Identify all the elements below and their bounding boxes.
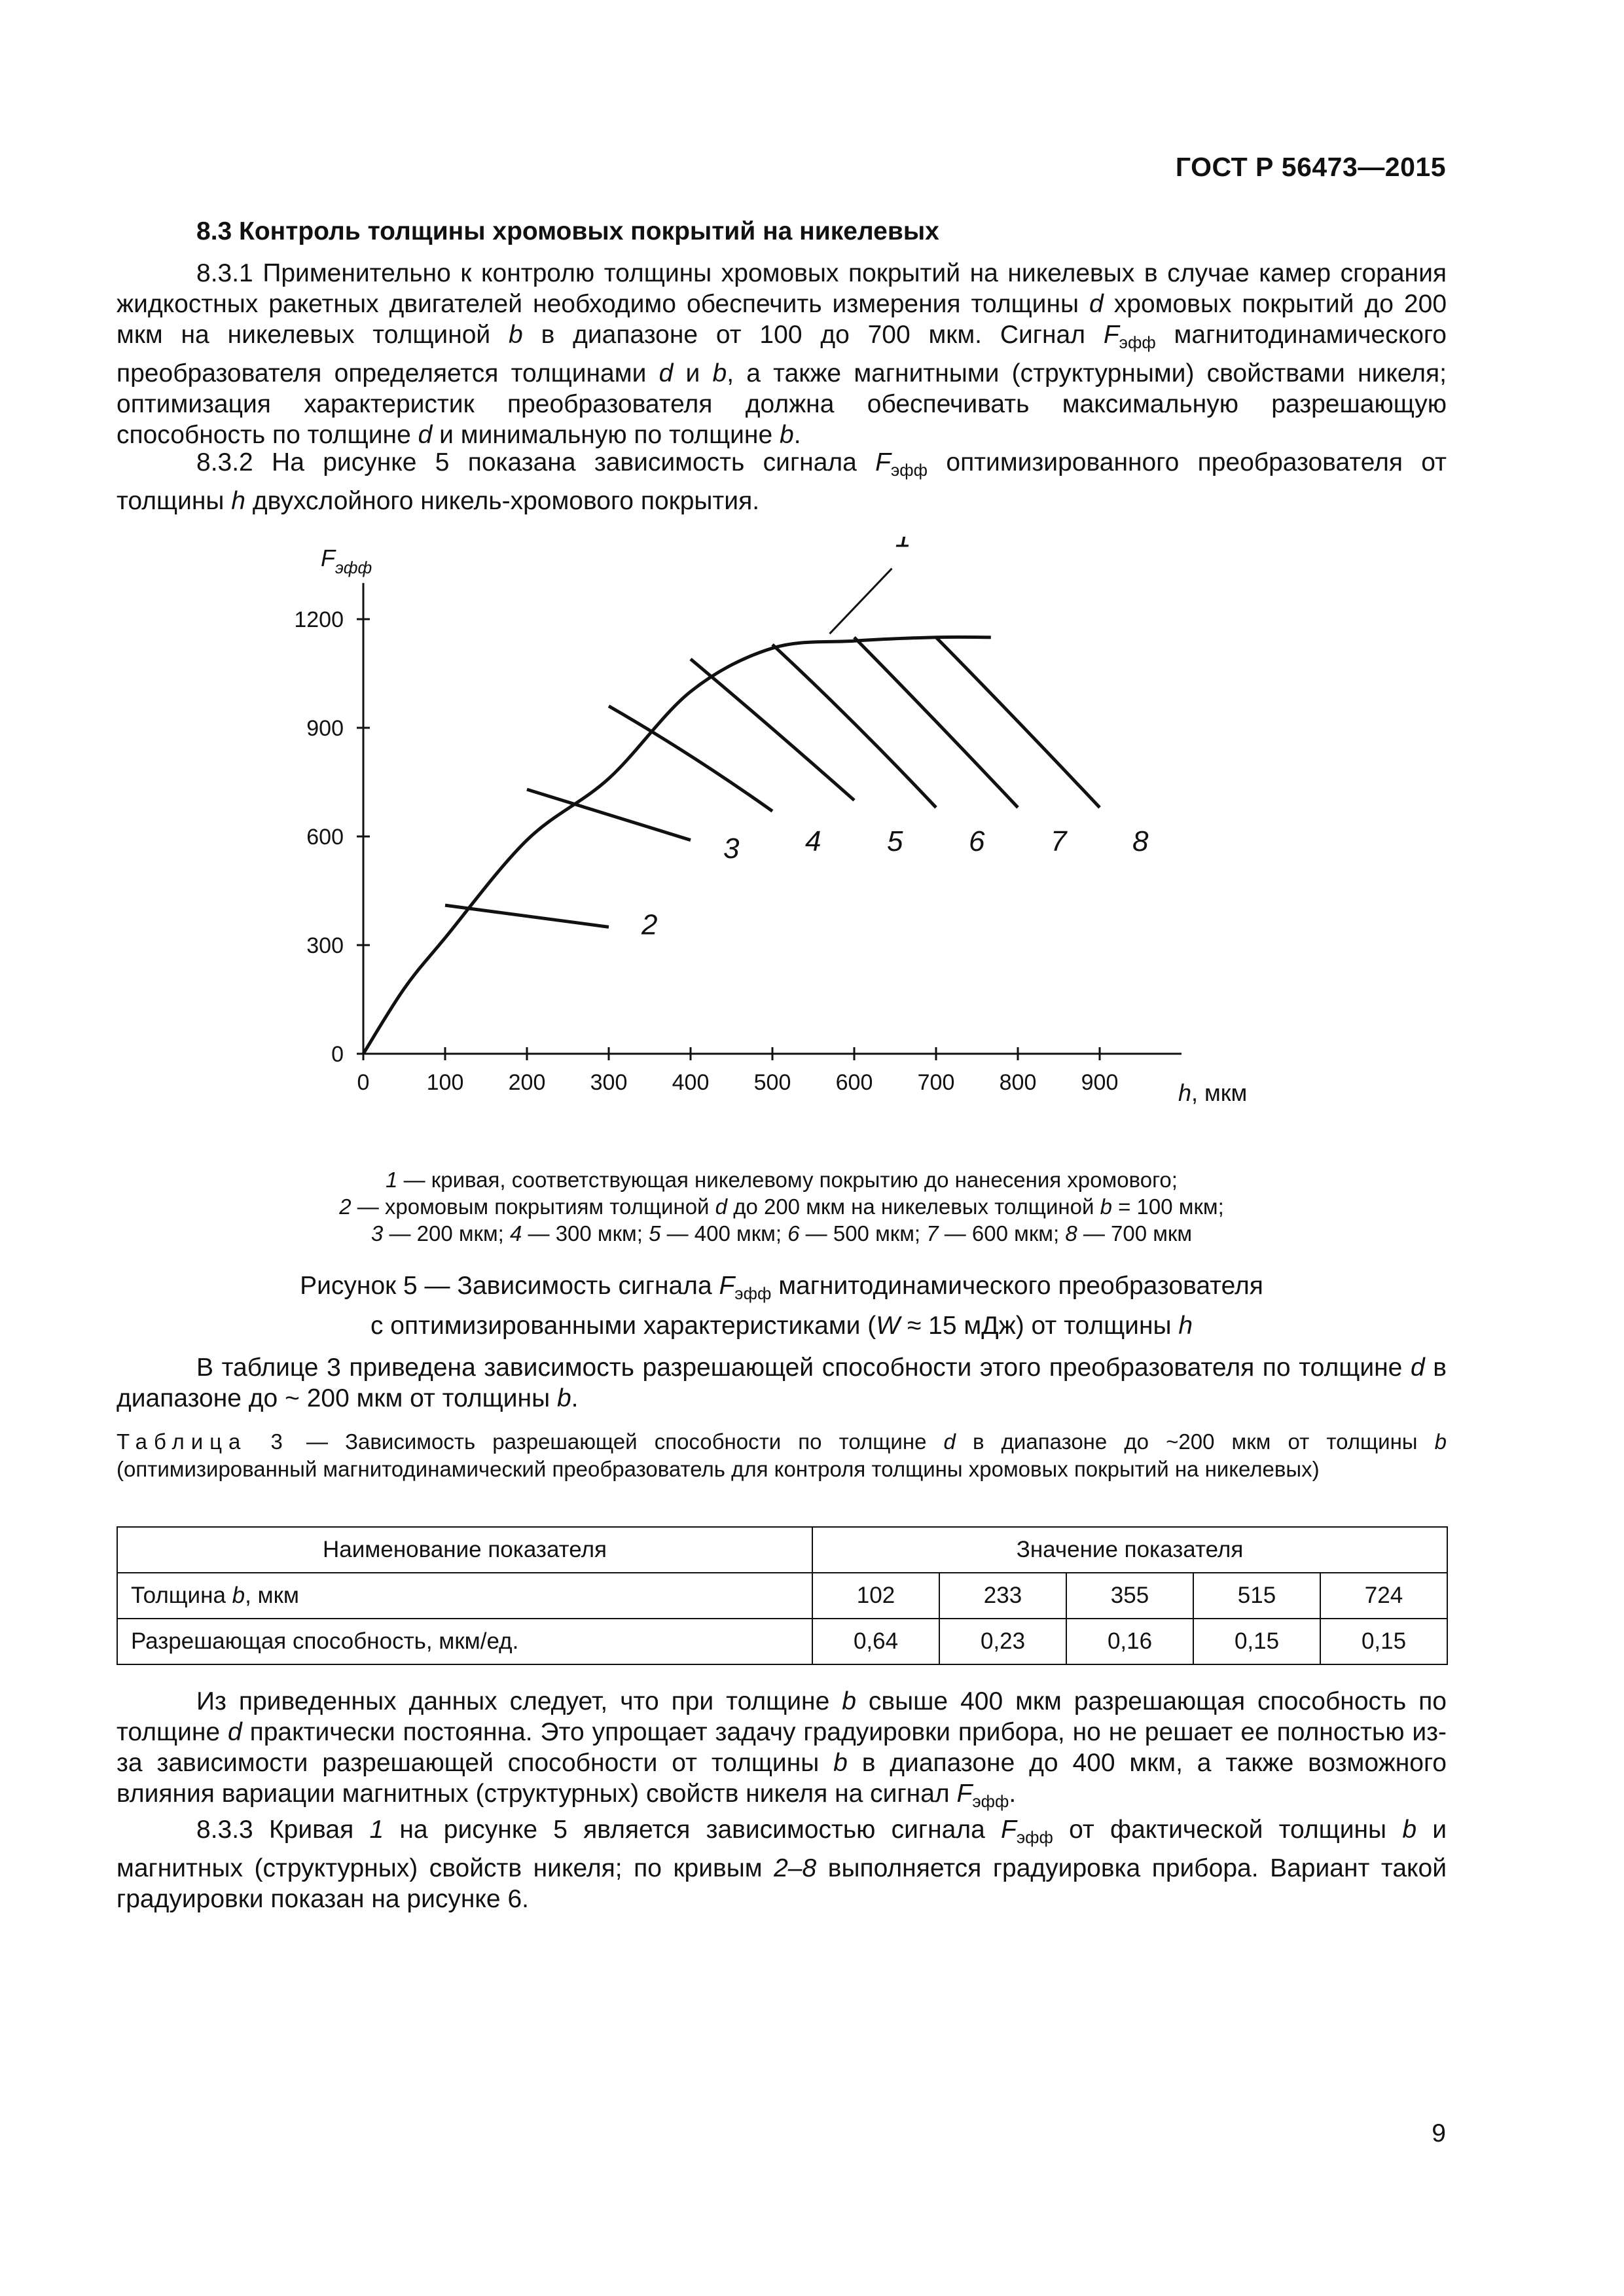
table-cell: 0,15 <box>1320 1619 1447 1664</box>
x-tick-label: 0 <box>357 1070 370 1095</box>
y-tick-label: 1200 <box>294 607 344 633</box>
curve-3 <box>527 789 691 840</box>
row-label-thickness: Толщина b, мкм <box>117 1573 812 1619</box>
header-name: Наименование показателя <box>117 1527 812 1573</box>
x-tick-label: 300 <box>590 1070 628 1095</box>
y-tick-label: 300 <box>306 933 344 959</box>
row-label-resolution: Разрешающая способность, мкм/ед. <box>117 1619 812 1664</box>
table-title: Таблица 3 — Зависимость разрешающей способности по толщине d в диапазоне до ~200 мкм от толщины b (оптимизированный магнитодинамический преобразователь для контроля толщины хромовых покрытий на никелевых) <box>117 1429 1447 1481</box>
table-cell: 102 <box>812 1573 939 1619</box>
section-title: 8.3 Контроль толщины хромовых покрытий на никелевых <box>196 217 939 245</box>
x-axis-label: h, мкм <box>1178 1079 1248 1106</box>
table-cell: 515 <box>1193 1573 1320 1619</box>
standard-number: ГОСТ Р 56473—2015 <box>1175 152 1446 182</box>
x-tick-label: 400 <box>672 1070 710 1095</box>
header-value: Значение показателя <box>812 1527 1447 1573</box>
curve-label-8: 8 <box>1132 825 1149 858</box>
x-tick-label: 700 <box>917 1070 955 1095</box>
paragraph-8-3-2: 8.3.2 На рисунке 5 показана зависимость сигнала $F_{эфф}$ оптимизированного преобразователя от толщины h двухслойного никель-хромового покрытия. <box>117 448 1447 515</box>
figure-legend <box>117 1166 1447 1247</box>
curve-2 <box>445 905 609 927</box>
paragraph-8-3-3: 8.3.3 Кривая 1 на рисунке 5 является зависимостью сигнала $F_{эфф}$ от фактической толщины b и магнитных (структурных) свойств никеля; по кривым 2–8 выполняется градуировка прибора. Вариант такой градуировки показан на рисунке 6. <box>117 1816 1447 1913</box>
table-cell: 724 <box>1320 1573 1447 1619</box>
x-tick-label: 800 <box>999 1070 1037 1095</box>
paragraph-conclusion: Из приведенных данных следует, что при толщине b свыше 400 мкм разрешающая способность по толщине d практически постоянна. Это упрощает задачу градуировки прибора, но не решает ее полностью из-за зависимости разрешающей способности от толщины b в диапазоне до 400 мкм, а также возможного влияния вариации магнитных (структурных) свойств никеля на сигнал $F_{эфф}$. <box>117 1687 1447 1811</box>
figure-5-chart <box>249 537 1309 1139</box>
legend-line-3: 3 — 200 мкм; 4 — 300 мкм; 5 — 400 мкм; 6 — 500 мкм; 7 — 600 мкм; 8 — 700 мкм <box>370 1221 1193 1246</box>
x-tick-label: 200 <box>508 1070 546 1095</box>
curve-4 <box>609 706 772 811</box>
table-cell: 0,16 <box>1066 1619 1193 1664</box>
table-cell: 233 <box>939 1573 1066 1619</box>
table-header-row <box>117 1527 1447 1573</box>
x-tick-label: 900 <box>1081 1070 1119 1095</box>
curve-label-5: 5 <box>887 825 903 858</box>
table-cell: 0,23 <box>939 1619 1066 1664</box>
figure-caption: Рисунок 5 — Зависимость сигнала $F_{эфф}$ магнитодинамического преобразователя с оптимизированными характеристиками (W ≈ 15 мДж) от толщины h <box>300 1272 1263 1340</box>
curve-1-leader <box>830 569 892 634</box>
page-number: 9 <box>1432 2119 1446 2147</box>
y-tick-label: 900 <box>306 716 344 742</box>
curve-8 <box>936 637 1100 808</box>
y-axis-label-subscript: эфф <box>335 558 372 577</box>
curve-5 <box>691 659 854 800</box>
curve-6 <box>772 645 936 808</box>
paragraph-table-intro: В таблице 3 приведена зависимость разрешающей способности этого преобразователя по толщине d в диапазоне до ~ 200 мкм от толщины b. <box>117 1354 1447 1412</box>
curve-7 <box>854 637 1018 808</box>
x-tick-label: 600 <box>835 1070 873 1095</box>
chart-svg <box>249 537 1309 1139</box>
curve-label-1: 1 <box>895 537 911 554</box>
y-tick-label: 0 <box>331 1042 344 1067</box>
table-cell: 355 <box>1066 1573 1193 1619</box>
y-tick-label: 600 <box>306 825 344 850</box>
paragraph-8-3-1: 8.3.1 Применительно к контролю толщины хромовых покрытий на никелевых в случае камер сгорания жидкостных ракетных двигателей необходимо обеспечить измерения толщины d хромовых покрытий до 200 мкм на никелевых толщиной b в диапазоне от 100 до 700 мкм. Сигнал $F_{эфф}$ магнитодинамического преобразователя определяется толщинами d и b, а также магнитными (структурными) свойствами никеля; оптимизация характеристик преобразователя должна обеспечивать максимальную разрешающую способность по толщине d и минимальную по толщине b. <box>117 259 1447 449</box>
table-cell: 0,64 <box>812 1619 939 1664</box>
curve-label-6: 6 <box>969 825 985 858</box>
curve-label-7: 7 <box>1051 825 1067 858</box>
legend-line-2: 2 — хромовым покрытиям толщиной d до 200 мкм на никелевых толщиной b = 100 мкм; <box>339 1194 1224 1219</box>
legend-line-1: 1 — кривая, соответствующая никелевому покрытию до нанесения хромового; <box>386 1168 1178 1192</box>
y-axis-label: F <box>321 545 335 571</box>
curve-label-2: 2 <box>641 908 658 941</box>
curve-label-3: 3 <box>723 833 740 865</box>
table-3 <box>117 1526 1448 1665</box>
table-row-thickness <box>117 1573 1447 1619</box>
table-cell: 0,15 <box>1193 1619 1320 1664</box>
x-tick-label: 100 <box>426 1070 464 1095</box>
table-row-resolution <box>117 1619 1447 1664</box>
x-tick-label: 500 <box>753 1070 791 1095</box>
curve-label-4: 4 <box>805 825 821 858</box>
